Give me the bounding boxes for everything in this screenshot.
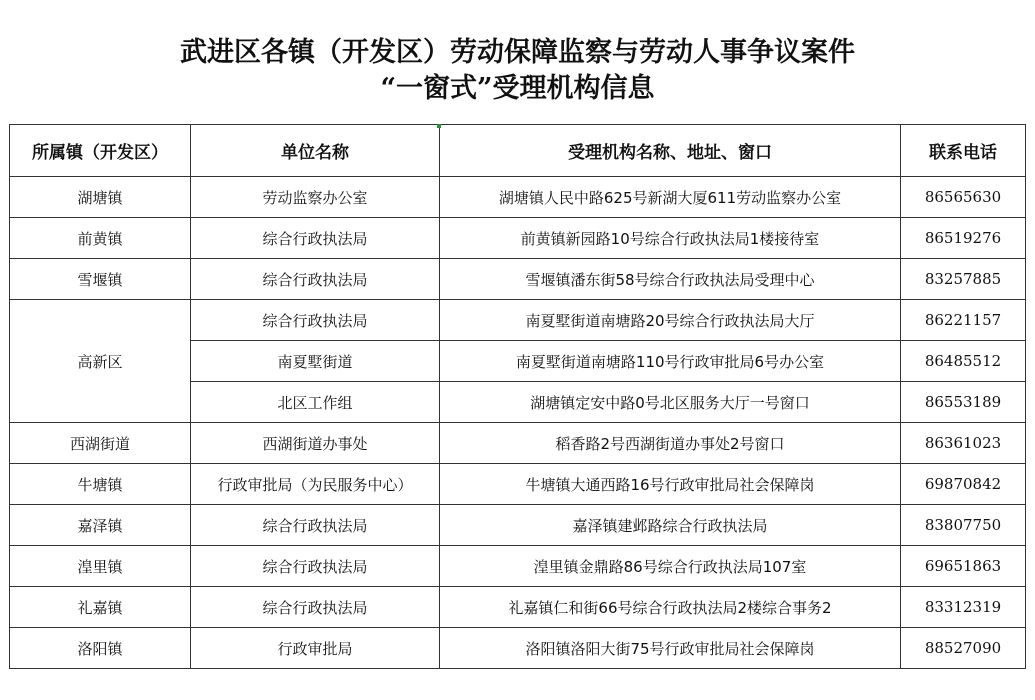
header-unit-name: 单位名称 — [191, 125, 440, 177]
cell-town: 湖塘镇 — [10, 177, 191, 218]
cell-phone: 83257885 — [901, 259, 1026, 300]
cell-phone: 86485512 — [901, 341, 1026, 382]
cell-address: 洛阳镇洛阳大街75号行政审批局社会保障岗 — [440, 628, 901, 669]
cell-unit: 综合行政执法局 — [191, 587, 440, 628]
table-row — [10, 628, 1026, 669]
cell-phone: 86361023 — [901, 423, 1026, 464]
table-row — [10, 218, 1026, 259]
table-row — [10, 259, 1026, 300]
cell-town: 雪堰镇 — [10, 259, 191, 300]
cell-unit: 综合行政执法局 — [191, 218, 440, 259]
cell-address: 礼嘉镇仁和街66号综合行政执法局2楼综合事务2 — [440, 587, 901, 628]
agency-info-table — [9, 124, 1026, 669]
cell-town: 西湖街道 — [10, 423, 191, 464]
cell-phone: 83312319 — [901, 587, 1026, 628]
header-town: 所属镇（开发区） — [10, 125, 191, 177]
cell-town: 牛塘镇 — [10, 464, 191, 505]
cell-unit: 行政审批局 — [191, 628, 440, 669]
cell-phone: 83807750 — [901, 505, 1026, 546]
cell-address: 稻香路2号西湖街道办事处2号窗口 — [440, 423, 901, 464]
cell-unit: 综合行政执法局 — [191, 546, 440, 587]
cell-address: 南夏墅街道南塘路110号行政审批局6号办公室 — [440, 341, 901, 382]
cell-unit: 南夏墅街道 — [191, 341, 440, 382]
cell-town: 洛阳镇 — [10, 628, 191, 669]
cell-unit: 综合行政执法局 — [191, 300, 440, 341]
cell-address: 南夏墅街道南塘路20号综合行政执法局大厅 — [440, 300, 901, 341]
table-row — [10, 300, 1026, 341]
document-title-line-1: 武进区各镇（开发区）劳动保障监察与劳动人事争议案件 — [180, 37, 855, 68]
cell-address: 湖塘镇人民中路625号新湖大厦611劳动监察办公室 — [440, 177, 901, 218]
cell-town-merged: 高新区 — [10, 300, 191, 423]
cell-phone: 86221157 — [901, 300, 1026, 341]
cell-unit: 劳动监察办公室 — [191, 177, 440, 218]
cell-address: 湟里镇金鼎路86号综合行政执法局107室 — [440, 546, 901, 587]
cell-phone: 69870842 — [901, 464, 1026, 505]
cell-address: 前黄镇新园路10号综合行政执法局1楼接待室 — [440, 218, 901, 259]
cell-phone: 88527090 — [901, 628, 1026, 669]
cell-unit: 综合行政执法局 — [191, 259, 440, 300]
cell-unit: 综合行政执法局 — [191, 505, 440, 546]
cell-town: 礼嘉镇 — [10, 587, 191, 628]
table-row — [10, 546, 1026, 587]
cell-unit: 行政审批局（为民服务中心） — [191, 464, 440, 505]
document-title-line-2: “一窗式”受理机构信息 — [380, 73, 655, 104]
table-row — [10, 587, 1026, 628]
cell-address: 湖塘镇定安中路0号北区服务大厅一号窗口 — [440, 382, 901, 423]
cell-address: 牛塘镇大通西路16号行政审批局社会保障岗 — [440, 464, 901, 505]
cell-unit: 北区工作组 — [191, 382, 440, 423]
table-row — [10, 505, 1026, 546]
cell-unit: 西湖街道办事处 — [191, 423, 440, 464]
cell-phone: 86565630 — [901, 177, 1026, 218]
cell-town: 湟里镇 — [10, 546, 191, 587]
cell-phone: 86519276 — [901, 218, 1026, 259]
cell-phone: 86553189 — [901, 382, 1026, 423]
table-header-row — [10, 125, 1026, 177]
cell-phone: 69651863 — [901, 546, 1026, 587]
header-phone: 联系电话 — [901, 125, 1026, 177]
green-marker — [437, 124, 441, 128]
cell-town: 前黄镇 — [10, 218, 191, 259]
table-row — [10, 177, 1026, 218]
table-row — [10, 423, 1026, 464]
cell-town: 嘉泽镇 — [10, 505, 191, 546]
header-agency-address: 受理机构名称、地址、窗口 — [440, 125, 901, 177]
cell-address: 嘉泽镇建邺路综合行政执法局 — [440, 505, 901, 546]
table-row — [10, 464, 1026, 505]
cell-address: 雪堰镇潘东街58号综合行政执法局受理中心 — [440, 259, 901, 300]
